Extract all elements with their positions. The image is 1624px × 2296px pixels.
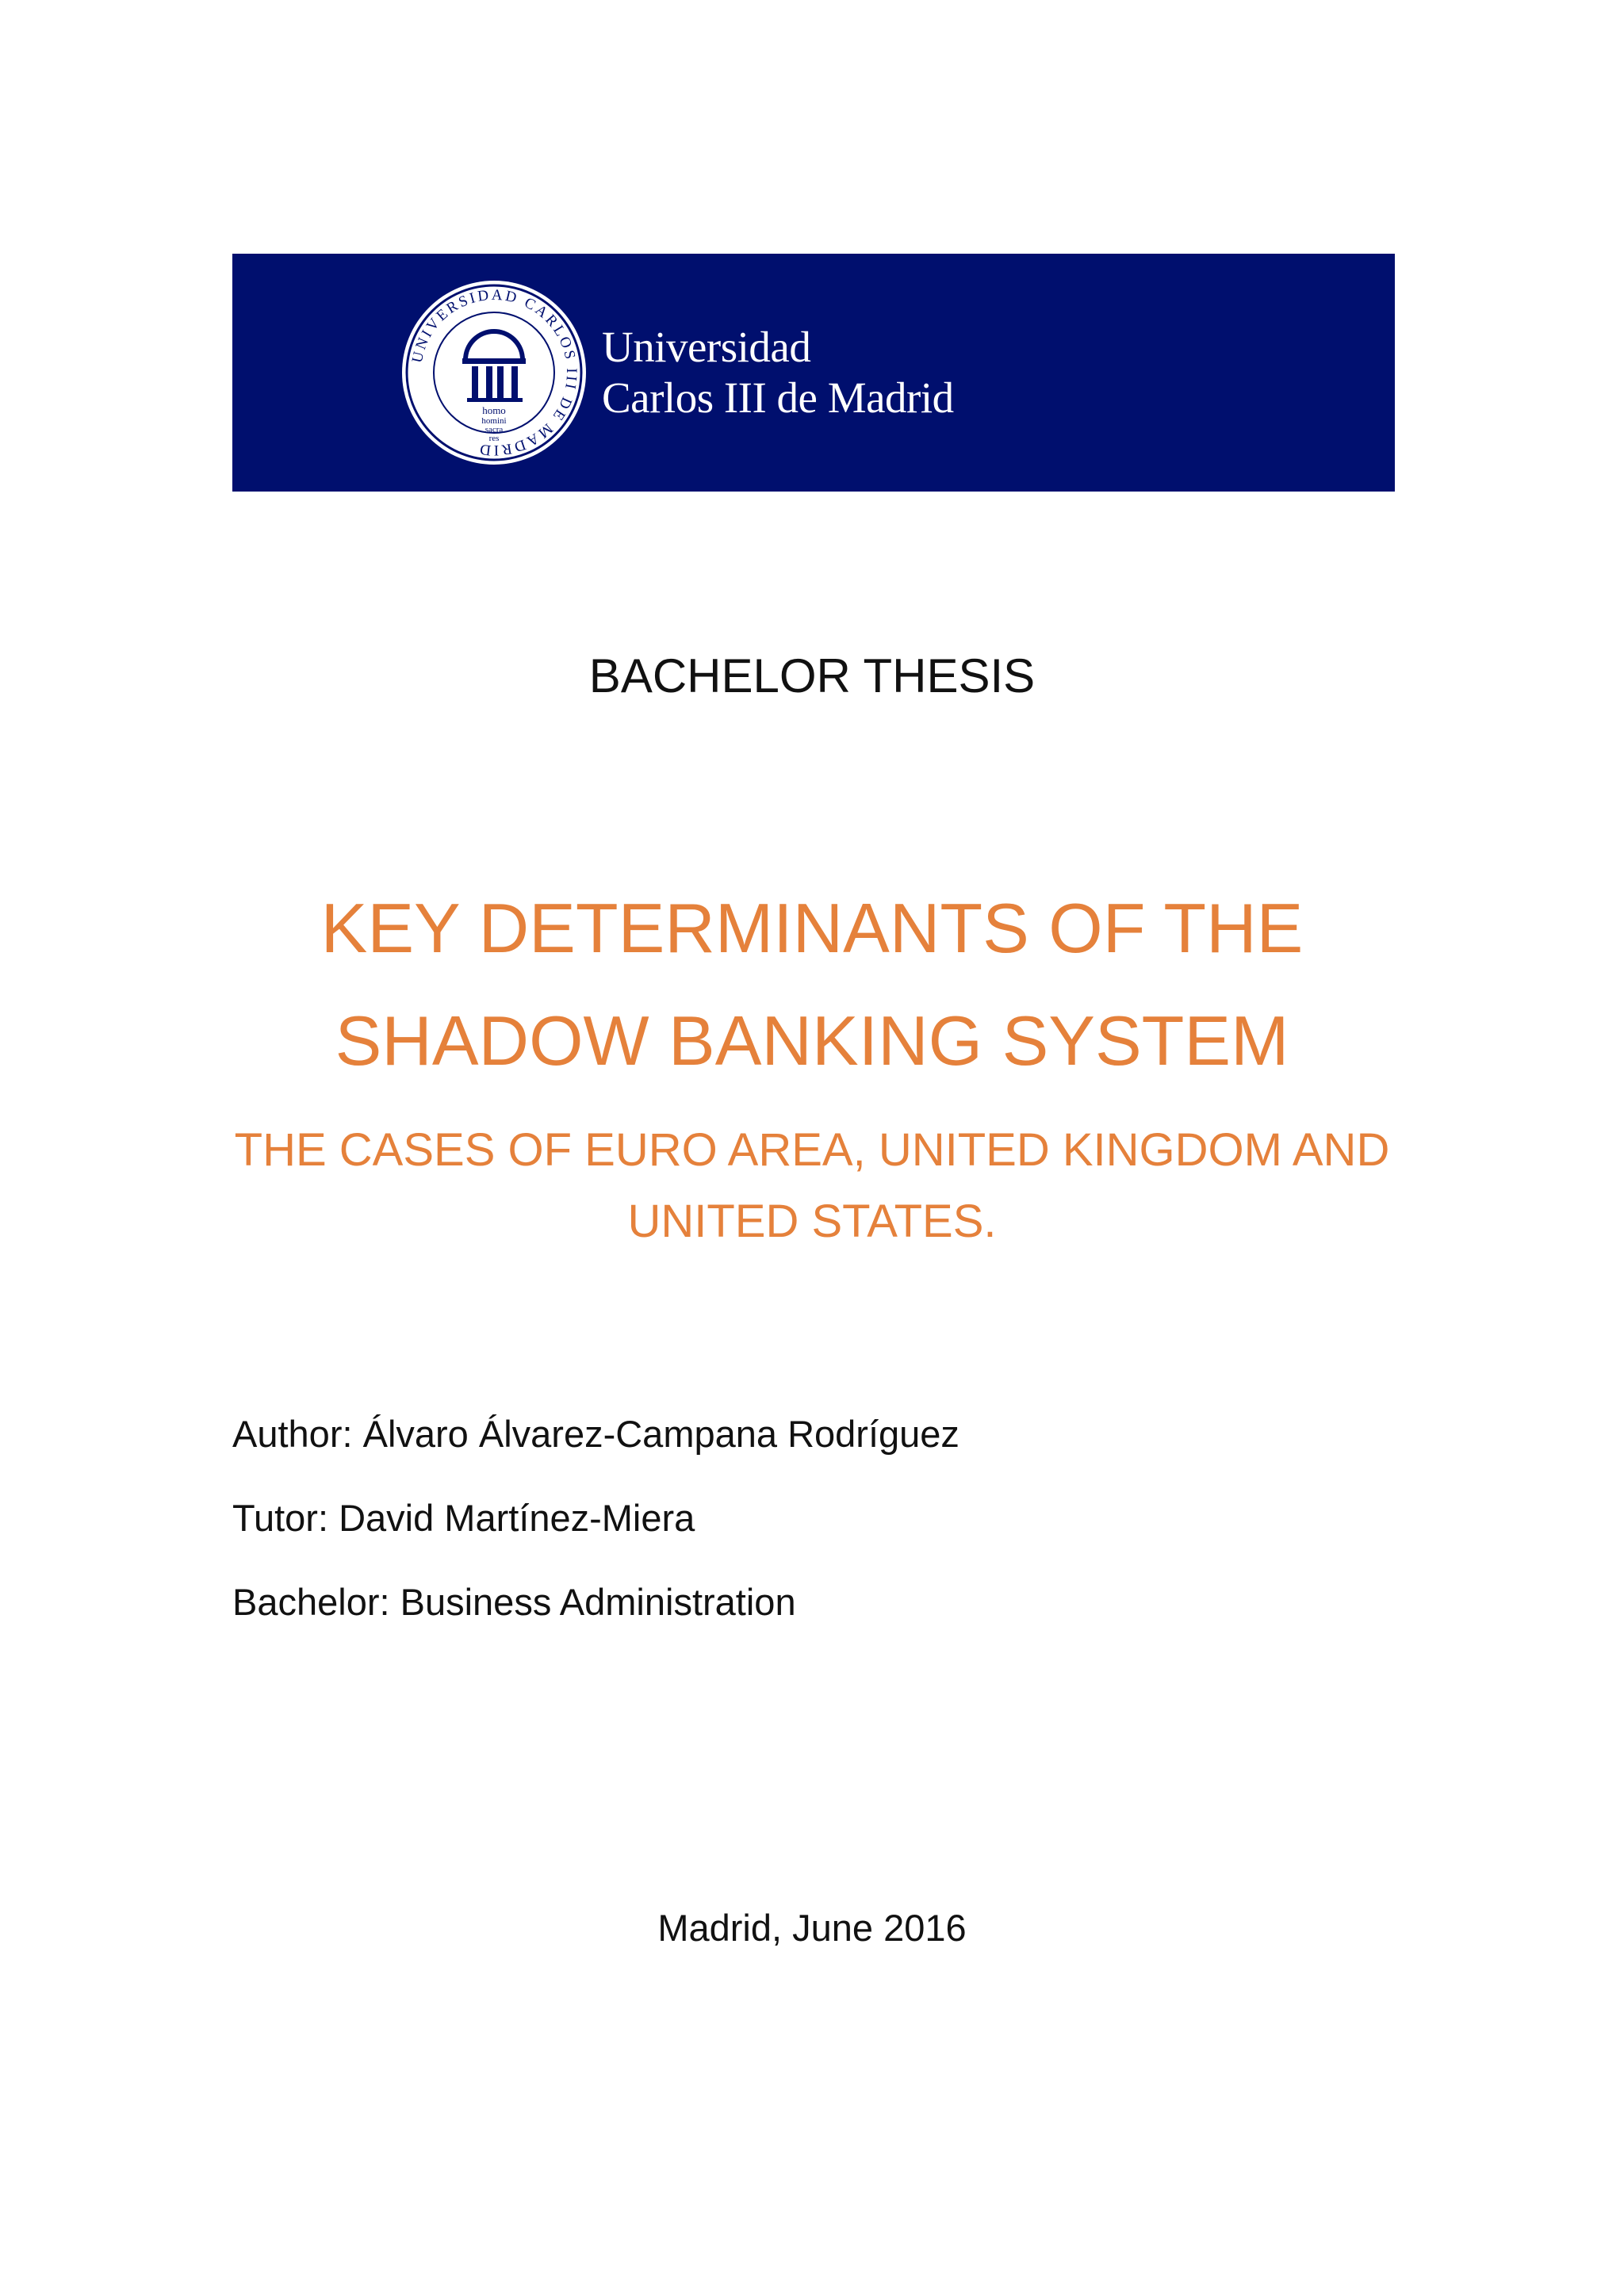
thesis-title-line2: SHADOW BANKING SYSTEM [335, 1001, 1289, 1080]
bachelor-line: Bachelor: Business Administration [232, 1581, 796, 1623]
author-line: Author: Álvaro Álvarez-Campana Rodríguez [232, 1413, 959, 1455]
place-date: Madrid, June 2016 [657, 1907, 967, 1949]
thesis-title [0, 872, 1624, 1097]
university-name-line2: Carlos III de Madrid [602, 373, 954, 422]
thesis-subtitle [0, 1115, 1624, 1257]
seal-motto-3: sacra [485, 425, 504, 434]
university-name [602, 322, 954, 423]
tutor-line: Tutor: David Martínez-Miera [232, 1497, 695, 1539]
thesis-title-line1: KEY DETERMINANTS OF THE [320, 889, 1304, 967]
seal-motto-2: homini [481, 416, 507, 426]
university-seal-logo [399, 277, 589, 468]
thesis-meta [232, 1405, 959, 1657]
thesis-subtitle-line2: UNITED STATES. [627, 1196, 997, 1247]
thesis-subtitle-line1: THE CASES OF EURO AREA, UNITED KINGDOM AND [234, 1124, 1390, 1176]
seal-motto-4: res [488, 434, 500, 443]
seal-ring-text: UNIVERSIDAD CARLOS III DE MADRID [408, 286, 580, 459]
thesis-type-heading: BACHELOR THESIS [588, 649, 1036, 702]
seal-motto-1: homo [482, 404, 506, 416]
university-name-line1: Universidad [602, 323, 811, 371]
university-banner [232, 254, 1395, 492]
